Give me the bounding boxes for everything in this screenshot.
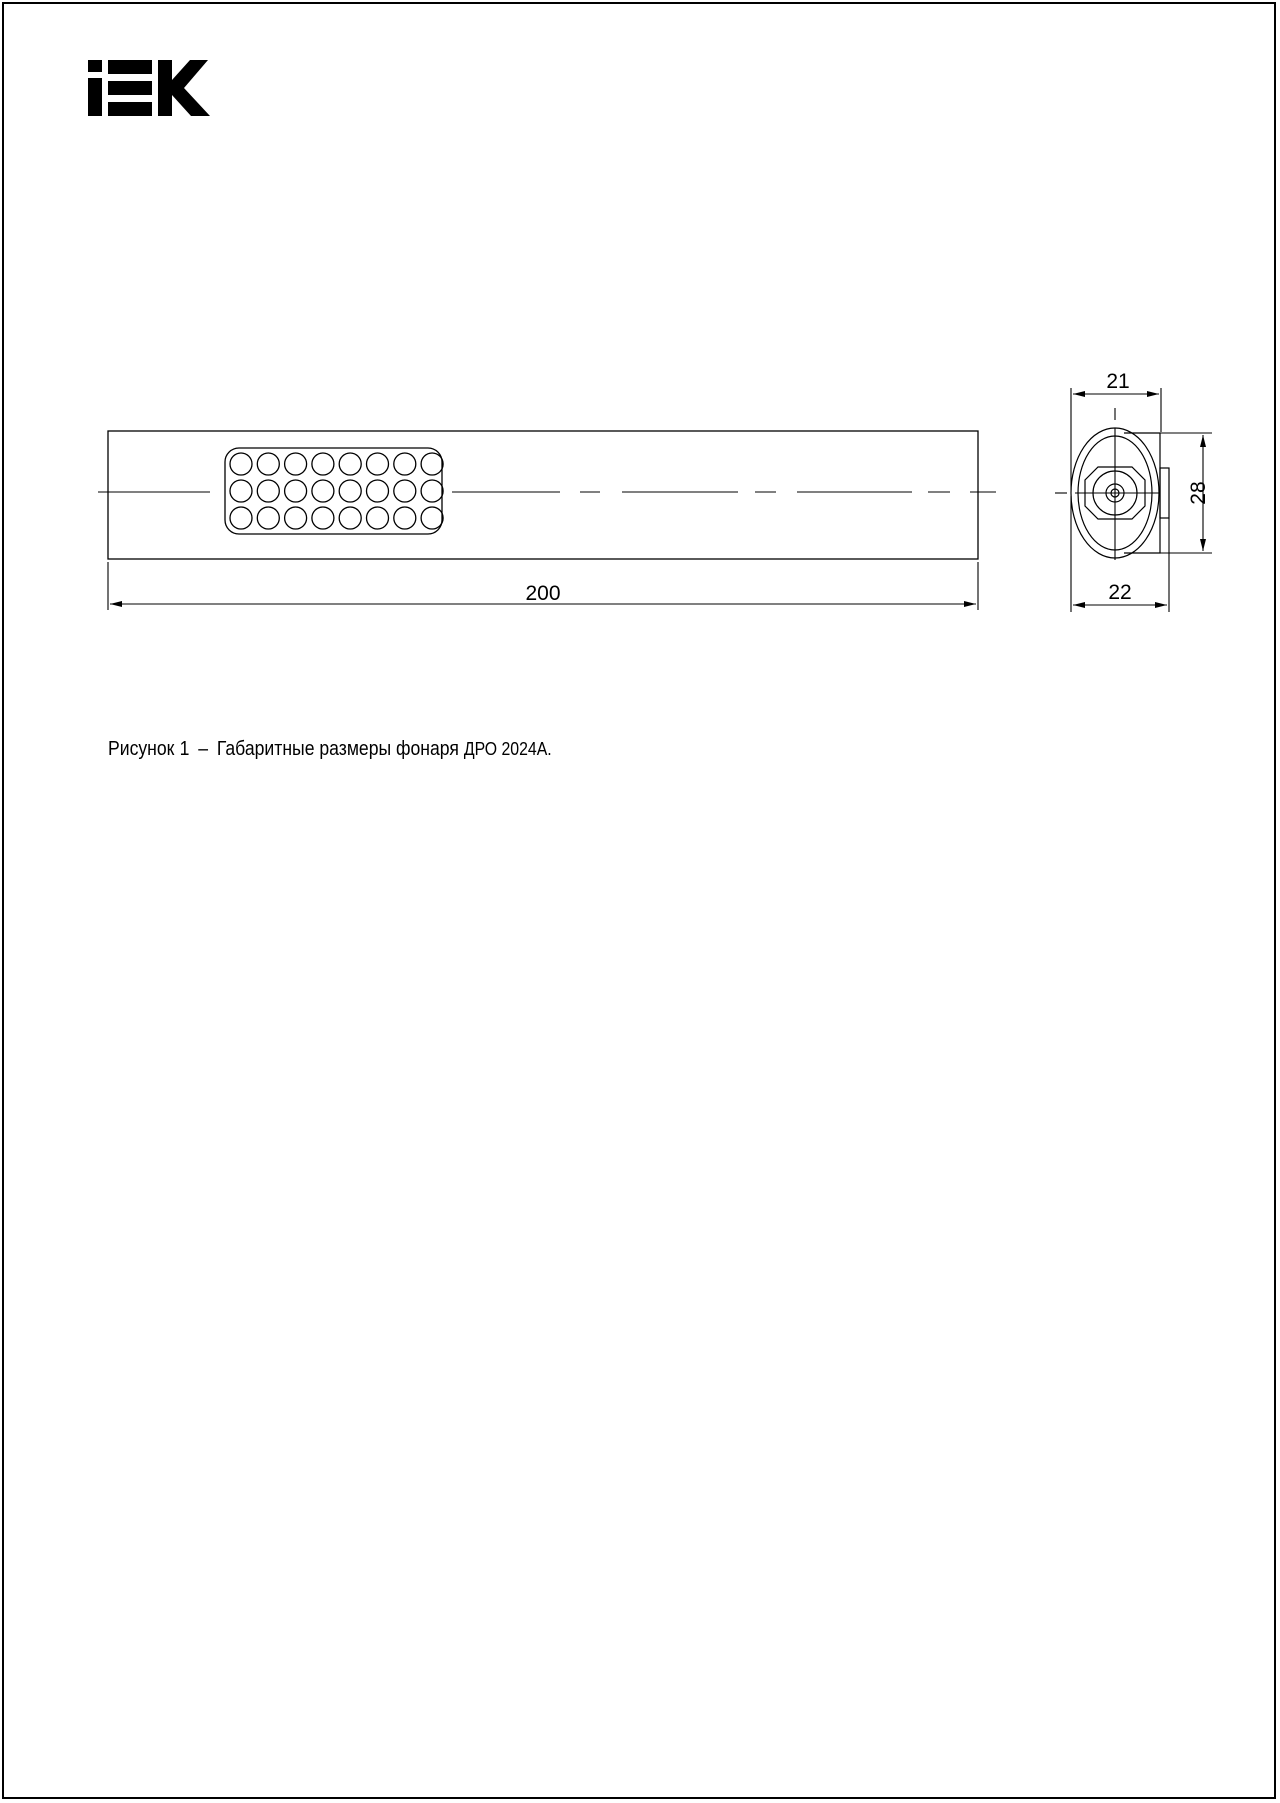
- led-circle: [394, 480, 416, 502]
- led-circle: [367, 480, 389, 502]
- technical-drawing: [0, 0, 1280, 700]
- led-circle: [285, 453, 307, 475]
- led-circle: [421, 507, 443, 529]
- led-circle: [230, 507, 252, 529]
- led-circle: [257, 507, 279, 529]
- led-circle: [367, 507, 389, 529]
- led-circle: [312, 507, 334, 529]
- caption-dash: –: [198, 738, 209, 760]
- width-bottom-label: 22: [1108, 581, 1132, 604]
- width-top-dimension: [1071, 388, 1161, 490]
- side-view: [108, 431, 978, 559]
- caption-label: Рисунок: [108, 738, 175, 760]
- width-top-label: 21: [1106, 370, 1130, 393]
- led-circle: [394, 507, 416, 529]
- caption-number: 1: [179, 738, 190, 760]
- led-circle: [257, 480, 279, 502]
- body-outline: [108, 431, 978, 559]
- led-circle: [421, 453, 443, 475]
- led-circle: [285, 480, 307, 502]
- figure-caption: [108, 738, 552, 761]
- led-circle: [367, 453, 389, 475]
- led-circle: [339, 480, 361, 502]
- led-circle: [312, 480, 334, 502]
- led-circle: [394, 453, 416, 475]
- led-circle: [230, 453, 252, 475]
- caption-model: ДРО 2024А.: [463, 739, 552, 759]
- end-clip: [1160, 468, 1169, 518]
- led-circle: [230, 480, 252, 502]
- height-label: 28: [1187, 481, 1210, 505]
- led-circle: [312, 453, 334, 475]
- led-grid: [230, 453, 443, 529]
- led-circle: [421, 480, 443, 502]
- led-circle: [257, 453, 279, 475]
- led-circle: [285, 507, 307, 529]
- led-circle: [339, 507, 361, 529]
- length-dimension-label: 200: [525, 582, 561, 605]
- caption-text: Габаритные размеры фонаря: [216, 738, 459, 760]
- led-circle: [339, 453, 361, 475]
